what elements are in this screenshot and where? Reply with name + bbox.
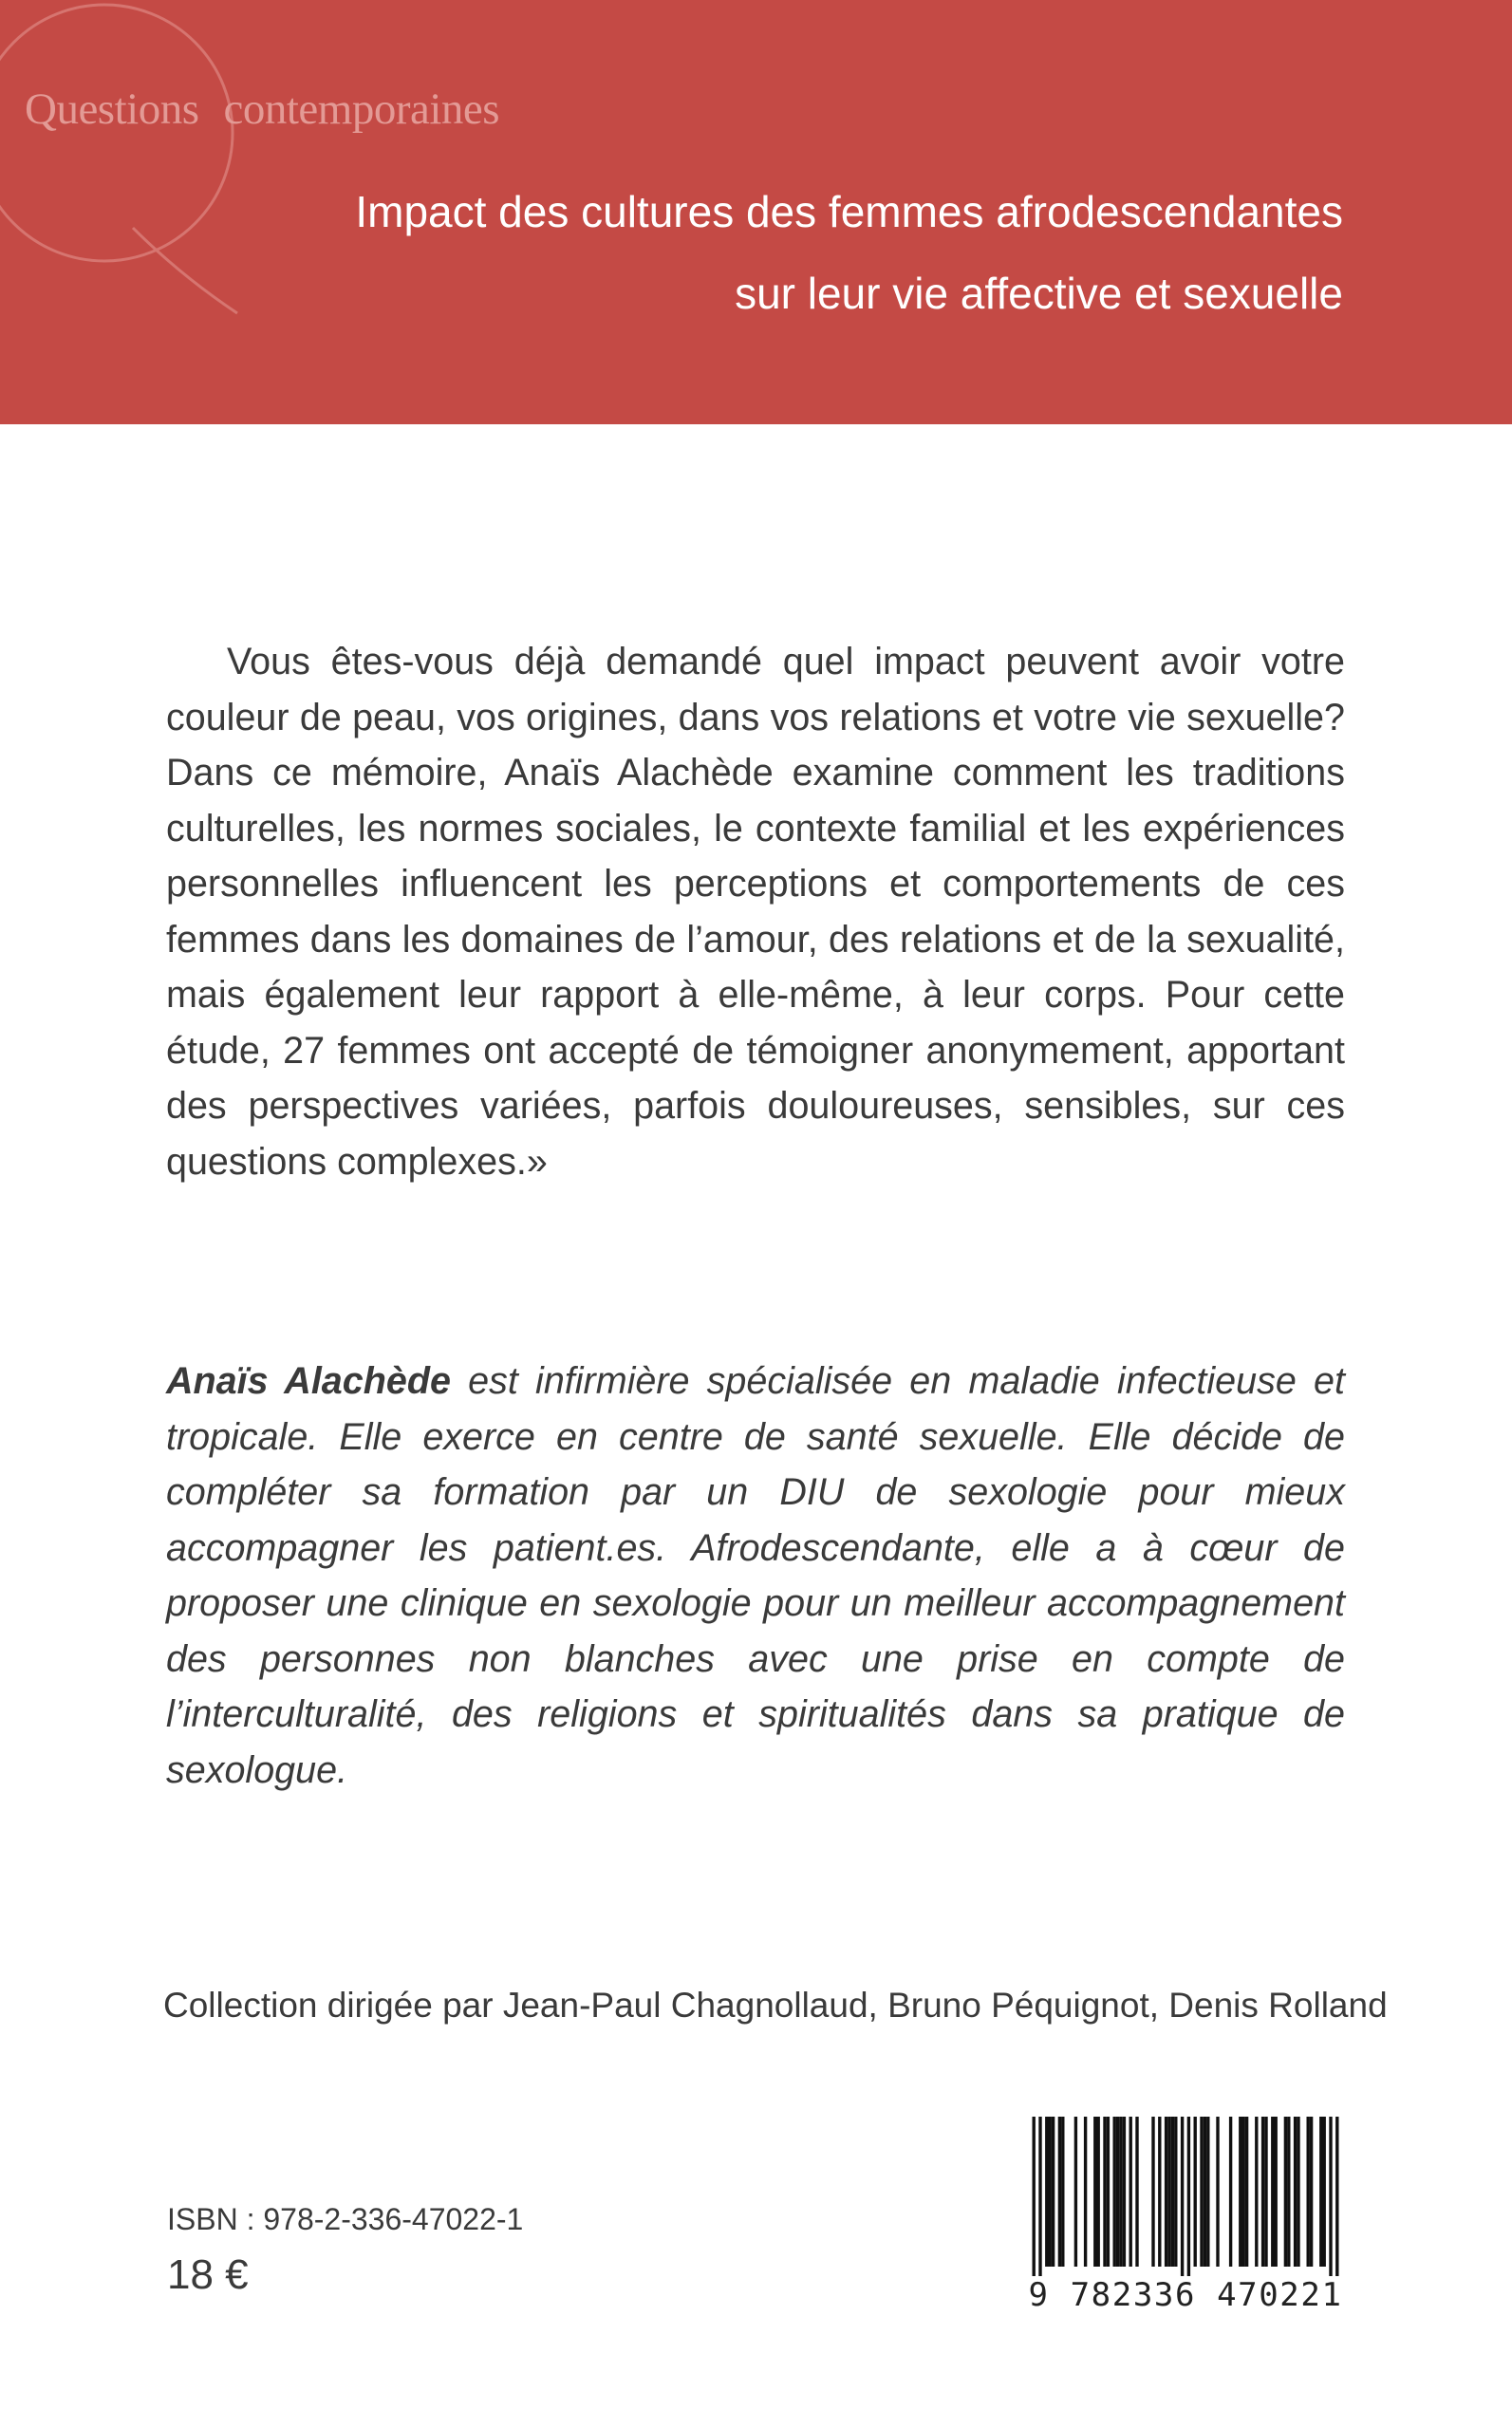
barcode-bar (1158, 2117, 1161, 2267)
author-name: Anaïs Alachède (166, 1360, 451, 1402)
barcode-bar (1049, 2117, 1052, 2267)
barcode-bar (1319, 2117, 1322, 2267)
back-cover-blurb: Vous êtes-vous déjà demandé quel impact peuvent avoir votre couleur de peau, vos origines, dans vos relations et votre vie sexuelle? Dans ce mémoire, Anaïs Alachède examine comment les traditions culturelles, les normes sociales, le contexte familial et les expériences personnelles influencent les perceptions et comportements de ces femmes dans les domaines de l’amour, des relations et de la sexualité, mais également leur rapport à elle-même, à leur corps. Pour cette étude, 27 femmes ont accepté de témoigner anonymement, apportant des perspectives variées, parfois douloureuses, sensibles, sur ces questions complexes.» (166, 641, 1345, 1183)
barcode-bar (1135, 2117, 1138, 2267)
barcode-bar (1061, 2117, 1064, 2267)
barcode-bar (1174, 2117, 1177, 2267)
barcode-bars (1031, 2117, 1340, 2276)
barcode-guard-bar (1038, 2117, 1041, 2276)
book-title-line1: Impact des cultures des femmes afrodescendantes (355, 187, 1343, 236)
barcode-bar (1165, 2117, 1167, 2267)
price: 18 € (167, 2251, 249, 2298)
barcode-bar (1297, 2117, 1299, 2267)
barcode-bar (1107, 2117, 1110, 2267)
barcode-bar (1194, 2117, 1197, 2267)
barcode-bar (1167, 2117, 1170, 2267)
barcode-bar (1103, 2117, 1106, 2267)
barcode-bar (1116, 2117, 1119, 2267)
author-bio (166, 1354, 1345, 1798)
barcode-bar (1294, 2117, 1297, 2267)
barcode-guard-bar (1033, 2117, 1036, 2276)
barcode (1021, 2113, 1350, 2318)
barcode-bar (1307, 2117, 1310, 2267)
barcode-bar (1206, 2117, 1209, 2267)
book-title (204, 171, 1343, 334)
barcode-bar (1129, 2117, 1132, 2267)
barcode-bar (1074, 2117, 1077, 2267)
barcode-bar (1119, 2117, 1122, 2267)
barcode-bar (1093, 2117, 1096, 2267)
barcode-bar (1284, 2117, 1287, 2267)
collection-directors: Collection dirigée par Jean-Paul Chagnollaud, Bruno Péquignot, Denis Rolland (163, 1986, 1388, 2025)
barcode-bar (1200, 2117, 1203, 2267)
barcode-digits: 9 782336 470221 (1028, 2276, 1343, 2314)
barcode-bar (1113, 2117, 1116, 2267)
barcode-bar (1216, 2117, 1219, 2267)
author-bio-text: est infirmière spécialisée en maladie infectieuse et tropicale. Elle exerce en centre de santé sexuelle. Elle décide de compléter sa formation par un DIU de sexologie pour mieux accompagner les patient.es. Afrodescendante, elle a à cœur de proposer une clinique en sexologie pour un meilleur accompagnement des personnes non blanches avec une prise en compte de l’interculturalité, des religions et spiritualités dans sa pratique de sexologue. (166, 1360, 1345, 1791)
barcode-bar (1242, 2117, 1245, 2267)
barcode-bar (1045, 2117, 1048, 2267)
barcode-bar (1264, 2117, 1267, 2267)
barcode-guard-bar (1329, 2117, 1332, 2276)
barcode-bar (1097, 2117, 1100, 2267)
isbn: ISBN : 978-2-336-47022-1 (167, 2202, 524, 2236)
barcode-bar (1052, 2117, 1055, 2267)
series-name-part2: contemporaines (223, 84, 500, 134)
series-name-part1: Questions (25, 84, 199, 134)
barcode-bar (1287, 2117, 1290, 2267)
barcode-bar (1171, 2117, 1174, 2267)
barcode-bar (1229, 2117, 1232, 2267)
barcode-bar (1245, 2117, 1248, 2267)
book-title-line2: sur leur vie affective et sexuelle (735, 269, 1343, 318)
barcode-guard-bar (1181, 2117, 1184, 2276)
header-band (0, 0, 1512, 424)
barcode-guard-bar (1335, 2117, 1338, 2276)
barcode-guard-bar (1187, 2117, 1190, 2276)
barcode-bar (1151, 2117, 1154, 2267)
barcode-bar (1275, 2117, 1278, 2267)
barcode-bar (1204, 2117, 1206, 2267)
barcode-bar (1123, 2117, 1126, 2267)
barcode-bar (1261, 2117, 1264, 2267)
barcode-bar (1310, 2117, 1313, 2267)
series-name (25, 84, 499, 135)
barcode-bar (1323, 2117, 1326, 2267)
barcode-bar (1255, 2117, 1258, 2267)
barcode-bar (1271, 2117, 1274, 2267)
barcode-bar (1239, 2117, 1241, 2267)
barcode-bar (1084, 2117, 1087, 2267)
barcode-bar (1058, 2117, 1061, 2267)
